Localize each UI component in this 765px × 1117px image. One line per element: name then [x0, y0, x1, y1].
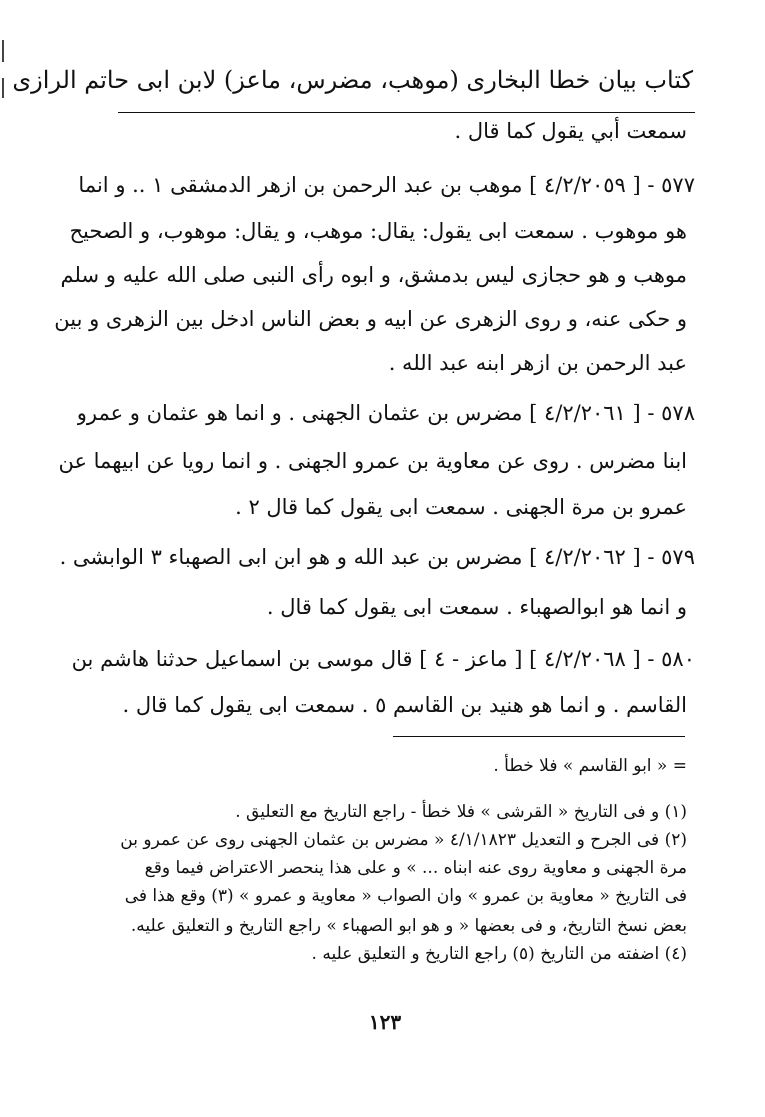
- footnote-2-line-1: (٢) فى الجرح و التعديل ٤/١/١٨٢٣ « مضرس بن عثمان الجهنى روى عن عمرو بن: [120, 830, 687, 850]
- footnote-2-line-2: مرة الجهنى و معاوية روى عنه ابناه ... » و على هذا ينحصر الاعتراض فيما وقع: [144, 858, 687, 878]
- footnote-1: (١) و فى التاريخ « القرشى » فلا خطأ - راجع التاريخ مع التعليق .: [235, 802, 687, 822]
- scan-edge-mark: [2, 78, 4, 98]
- entry-579-line-1: ٥٧٩ - [ ٤/٢/٢٠٦٢ ] مضرس بن عبد الله و هو ابن ابى الصهباء ٣ الوابشى .: [59, 545, 695, 569]
- entry-577-line-1: ٥٧٧ - [ ٤/٢/٢٠٥٩ ] موهب بن عبد الرحمن بن ازهر الدمشقى ١ .. و انما: [78, 173, 695, 197]
- scan-edge-mark: [2, 40, 4, 62]
- page-number: ١٢٣: [368, 1010, 402, 1034]
- footnote-rule: [393, 736, 685, 737]
- entry-577-line-3: موهب و هو حجازى ليس بدمشق، و ابوه رأى النبى صلى الله عليه و سلم: [60, 263, 687, 287]
- footnote-3: بعض نسخ التاريخ، و فى بعضها « و هو ابو الصهباء » راجع التاريخ و التعليق عليه.: [130, 916, 687, 936]
- entry-579-line-2: و انما هو ابوالصهباء . سمعت ابى يقول كما قال .: [266, 595, 687, 619]
- footnote-2-line-3: فى التاريخ « معاوية بن عمرو » وان الصواب « معاوية و عمرو » (٣) وقع هذا فى: [124, 886, 687, 906]
- entry-578-line-3: عمرو بن مرة الجهنى . سمعت ابى يقول كما قال ٢ .: [235, 495, 687, 519]
- entry-577-line-5: عبد الرحمن بن ازهر ابنه عبد الله .: [388, 351, 687, 375]
- entry-580-line-1: ٥٨٠ - [ ٤/٢/٢٠٦٨ ] [ ماعز - ٤ ] قال موسى بن اسماعيل حدثنا هاشم بن: [71, 647, 695, 671]
- header-rule: [118, 112, 695, 113]
- entry-577-line-4: و حكى عنه، و روى الزهرى عن ابيه و بعض الناس ادخل بين الزهرى و بين: [54, 307, 687, 331]
- running-header: كتاب بيان خطا البخارى (موهب، مضرس، ماعز) لابن ابى حاتم الرازى: [12, 66, 693, 94]
- footnote-continuation: = « ابو القاسم » فلا خطأ .: [493, 756, 687, 776]
- footnote-4-5: (٤) اضفته من التاريخ (٥) راجع التاريخ و التعليق عليه .: [311, 944, 687, 964]
- text-line-continuation: سمعت أبي يقول كما قال .: [454, 119, 687, 143]
- entry-578-line-2: ابنا مضرس . روى عن معاوية بن عمرو الجهنى . و انما رويا عن ابيهما عن: [58, 449, 687, 473]
- entry-578-line-1: ٥٧٨ - [ ٤/٢/٢٠٦١ ] مضرس بن عثمان الجهنى . و انما هو عثمان و عمرو: [76, 401, 695, 425]
- entry-577-line-2: هو موهوب . سمعت ابى يقول: يقال: موهب، و يقال: موهوب، و الصحيح: [69, 219, 687, 243]
- entry-580-line-2: القاسم . و انما هو هنيد بن القاسم ٥ . سمعت ابى يقول كما قال .: [122, 693, 687, 717]
